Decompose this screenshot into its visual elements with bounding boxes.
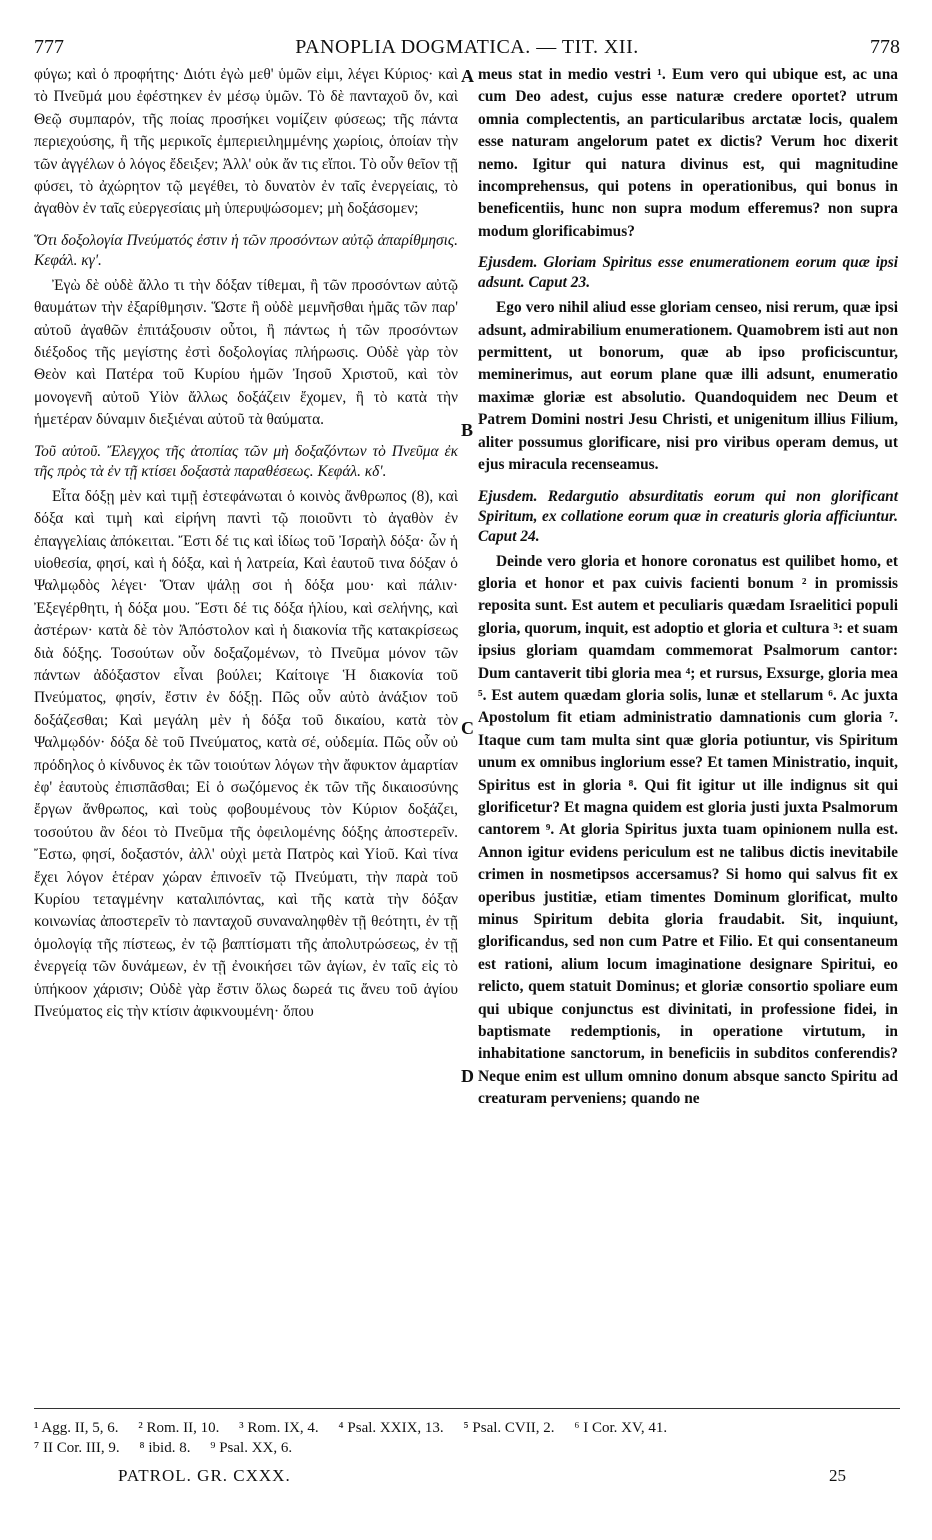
latin-paragraph-3: Deinde vero gloria et honore coronatus est quilibet homo, et gloria et honor et pax cuivis facienti bonum ² in promissis reposita sunt. Est autem et peculiaris quædam Israelitici populi gloria, quorum, inquit, est adoptio et gloria et cultura ³: et suam ipsius gloriam quamdam commemorat Psalmorum cantor: Dum cantaverit tibi gloria mea ⁴; et rursus, Exsurge, gloria mea ⁵. Est autem quædam gloria solis, lunæ et stellarum ⁶. Ac juxta Apostolum fit etiam administratio damnationis cum gloria ⁷. Itaque cum tam multa sint quæ gloria potiuntur, vis Spiritum unum ex omnibus inglorium esse? Et tamen Ministratio, inquit, Spiritus est in gloria ⁸. Qui fit igitur ut ille indignus sit qui glorificetur? Et magna quidem est gloria justi juxta Psalmorum cantorem ⁹. At gloria Spiritus juxta tuam opinionem nulla est. Annon igitur evidens periculum est ne talibus dictis inevitabile crimen in nosmetipsos accersamus? Si homo qui salvus fit ex operibus justitiæ, etiam timentes Dominum glorificat, multo minus Spiritum debita gloria fraudabit. Sit, inquiunt, glorificandus, sed non cum Patre et Filio. Et qui consentaneum est rationi, alium locum imaginatione designare Spiritui, eo relicto, quem statuit Dominus; et gloriæ consortio spoliare eum qui ubique conjunctus est divinitati, in professione fidei, in baptismate redemptionis, in operatione virtutum, in inhabitatione sanctorum, in beneficiis in subditos conferendis? Neque enim est ullum omnino donum absque sancto Spiritu ad creaturam perveniens; quando ne	[478, 552, 898, 1108]
footnote: ⁸ ibid. 8.	[139, 1440, 191, 1456]
footnote: ⁶ I Cor. XV, 41.	[574, 1420, 668, 1436]
footnote: ⁹ Psal. XX, 6.	[210, 1440, 293, 1456]
latin-heading-caput-24: Ejusdem. Redargutio absurditatis eorum qui non glorificant Spiritum, ex collatione eorum quæ in creaturis gloria afficiuntur. Caput 24.	[478, 487, 898, 545]
latin-paragraph-1: meus stat in medio vestri ¹. Eum vero qui ubique est, ac una cum Deo adest, cujus esse naturæ credere oportet? utrum omnia complectentis, an particularibus arctatæ locis, qualem esse naturam angelorum patet ex dictis? Verum hoc dixerit nemo. Igitur qui natura divinus est, qui magnitudine incomprehensus, qui potens in operationibus, qui bonus in beneficentiis, hunc non supra modum efferemus? non supra modum glorificabimus?	[478, 66, 898, 240]
footnote: ⁴ Psal. XXIX, 13.	[338, 1420, 444, 1436]
greek-paragraph-1: φύγω; καὶ ὁ προφήτης· Διότι ἐγὼ μεθ' ὑμῶν εἰμι, λέγει Κύριος· καὶ τὸ Πνεῦμά μου ἐφέστηκεν ἐν μέσῳ ὑμῶν. Τὸ δὲ πανταχοῦ ὄν, καὶ Θεῷ συμπαρόν, τῆς ποίας προσήκει νομίζειν φύσεως; τῆς πάντα περιεχούσης, ἢ τῆς μερικοῖς ἐμπεριειλημμένης χωρίοις, ὁποίαν τὴν τῶν ἀγγέλων ὁ λόγος ἔδειξεν; Ἀλλ' οὐκ ἄν τις εἴποι. Τὸ οὖν θεῖον τῇ φύσει, τὸ ἀχώρητον τῷ μεγέθει, τὸ δυνατὸν ἐν ταῖς ἐνεργείαις, τὸ ἀγαθὸν ἐν ταῖς εὐεργεσίαις μὴ ὑπερυψώσομεν; μὴ δοξάσομεν;	[34, 66, 458, 218]
footnote: ⁵ Psal. CVII, 2.	[463, 1420, 555, 1436]
section-marker-a: A	[461, 66, 474, 86]
greek-column	[34, 64, 458, 1023]
footnote: ² Rom. II, 10.	[138, 1420, 220, 1436]
gathering-number: 25	[829, 1466, 846, 1485]
footnotes	[34, 1418, 900, 1458]
page-footer	[118, 1466, 846, 1490]
footnote-line-1	[34, 1418, 900, 1438]
footnote-line-2	[34, 1438, 900, 1458]
section-marker-b: B	[461, 420, 474, 440]
page-number-left: 777	[34, 36, 64, 58]
latin-heading-caput-23: Ejusdem. Gloriam Spiritus esse enumerationem eorum quæ ipsi adsunt. Caput 23.	[478, 254, 898, 292]
section-marker-d: D	[461, 1066, 474, 1086]
greek-paragraph-2: Ἐγὼ δὲ οὐδὲ ἄλλο τι τὴν δόξαν τίθεμαι, ἢ τῶν προσόντων αὐτῷ θαυμάτων τὴν ἐξαρίθμησιν. Ὥστε ἢ οὐδὲ μεμνῆσθαι ἡμᾶς τῶν παρ' αὐτοῦ ἀγαθῶν ἐπιτάξουσιν οὗτοι, ἢ πάντως ἡ τῶν προσόντων διέξοδος τῆς μεγίστης ἐστὶ δοξολογίας πλήρωσις. Οὐδὲ γὰρ τὸν Θεὸν καὶ Πατέρα τοῦ Κυρίου ἡμῶν Ἰησοῦ Χριστοῦ, καὶ τὸν μονογενῆ αὐτοῦ Υἱὸν ἄλλως δοξάζειν ἔχομεν, ἢ τὸ κατὰ τὴν ἡμετέραν δύναμιν διεξιέναι αὐτοῦ τὰ θαύματα.	[34, 276, 458, 429]
running-title: PANOPLIA DOGMATICA. — TIT. XII.	[295, 36, 639, 58]
section-marker-c: C	[461, 718, 474, 738]
footnote-rule	[34, 1408, 900, 1409]
greek-heading-chapter-24: Τοῦ αὐτοῦ. Ἔλεγχος τῆς ἀτοπίας τῶν μὴ δοξαζόντων τὸ Πνεῦμα ἐκ τῆς πρὸς τὰ ἐν τῇ κτίσει δοξαστὰ παραθέσεως. Κεφάλ. κδ'.	[34, 442, 458, 480]
greek-paragraph-3: Εἶτα δόξῃ μὲν καὶ τιμῇ ἐστεφάνωται ὁ κοινὸς ἄνθρωπος (8), καὶ δόξα καὶ τιμὴ καὶ εἰρήνη παντὶ τῷ ποιοῦντι τὸ ἀγαθὸν ἐν ἐπαγγελίαις ἀπόκειται. Ἔστι δέ τις καὶ ἰδίως τοῦ Ἰσραὴλ δόξα· ὧν ἡ υἱοθεσία, φησί, καὶ ἡ δόξα, καὶ ἡ λατρεία, Καὶ ἑαυτοῦ τινα δόξαν ὁ Ψαλμῳδὸς λέγει· Ὅταν ψάλῃ σοι ἡ δόξα μου· καὶ πάλιν· Ἐξεγέρθητι, ἡ δόξα μου. Ἔστι δέ τις δόξα ἡλίου, καὶ σελήνης, καὶ ἀστέρων· κατὰ δὲ τὸν Ἀπόστολον καὶ ἡ διακονία τῆς κατακρίσεως διὰ δόξης. Τοσούτων οὖν δοξαζομένων, τὸ Πνεῦμα μόνον τῶν πάντων ἀδόξαστον εἶναι βούλει; Καίτοιγε Ἡ διακονία τοῦ Πνεύματος, φησίν, ἔστιν ἐν δόξῃ. Πῶς οὖν αὐτὸ ἀνάξιον τοῦ δοξάζεσθαι; Καὶ μεγάλη μὲν ἡ δόξα τοῦ δικαίου, κατὰ τὸν Ψαλμῳδόν· δόξα δὲ τοῦ Πνεύματος, κατὰ σέ, οὐδεμία. Πῶς οὖν οὐ πρόδηλος ὁ κίνδυνος ἐκ τῶν τοιούτων λόγων τὴν ἄφυκτον ἁμαρτίαν ἐφ' ἑαυτοὺς ἐπισπᾶσθαι; Εἰ ὁ σωζόμενος ἐκ τῶν τῆς δικαιοσύνης ἔργων ἄνθρωπος, καὶ τοὺς φοβουμένους τὸν Κύριον δοξάζει, τοσούτου ἂν δέοι τὸ Πνεῦμα τῆς ὀφειλομένης δόξης ἀποστερεῖν. Ἔστω, φησί, δοξαστόν, ἀλλ' οὐχὶ μετὰ Πατρὸς καὶ Υἱοῦ. Καὶ τίνα ἔχει λόγον ἑτέραν χώραν ἐπινοεῖν τῷ Πνεύματι, τὴν παρὰ τοῦ Κυρίου τεταγμένην καταλιπόντας, καὶ τῆς κατὰ τὴν δόξαν κοινωνίας ἀποστερεῖν τὸ πανταχοῦ συναναληφθὲν τῇ θεότητι, ἐν τῇ ὁμολογίᾳ τῆς πίστεως, ἐν τῷ βαπτίσματι τῆς ἀπολυτρώσεως, ἐν τῇ ἐνεργείᾳ τῶν δυνάμεων, ἐν τῇ ἐνοικήσει τῶν ἁγίων, ἐν ταῖς εἰς τὸ ὑπήκοον χάρισιν; Οὐδὲ γὰρ ἔστιν ὅλως δωρεά τις ἄνευ τοῦ ἁγίου Πνεύματος εἰς τὴν κτίσιν ἀφικνουμένη· ὅπου	[34, 487, 458, 1021]
footnote: ³ Rom. IX, 4.	[239, 1420, 319, 1436]
latin-paragraph-2: Ego vero nihil aliud esse gloriam censeo, nisi rerum, quæ ipsi adsunt, admirabilium enumerationem. Quamobrem isti aut non permittent, ut bonorum, quæ ab ipso proficiscuntur, meminerimus, aut eorum plane quæ illi adsunt, enumeratio maximæ gloriæ est absolutio. Quandoquidem nec Deum et Patrem Domini nostri Jesu Christi, et unigenitum illius Filium, aliter possumus glorificare, nisi pro viribus operam demus, ut ejus miracula recenseamus.	[478, 299, 898, 474]
footnote: ⁷ II Cor. III, 9.	[34, 1440, 120, 1456]
latin-column	[478, 64, 898, 1111]
signature-mark: PATROL. GR. CXXX.	[118, 1466, 291, 1485]
running-header	[34, 36, 900, 62]
footnote: ¹ Agg. II, 5, 6.	[34, 1420, 119, 1436]
page-number-right: 778	[870, 36, 900, 58]
greek-heading-chapter-23: Ὅτι δοξολογία Πνεύματός ἐστιν ἡ τῶν προσόντων αὐτῷ ἀπαρίθμησις. Κεφάλ. κγ'.	[34, 231, 458, 269]
